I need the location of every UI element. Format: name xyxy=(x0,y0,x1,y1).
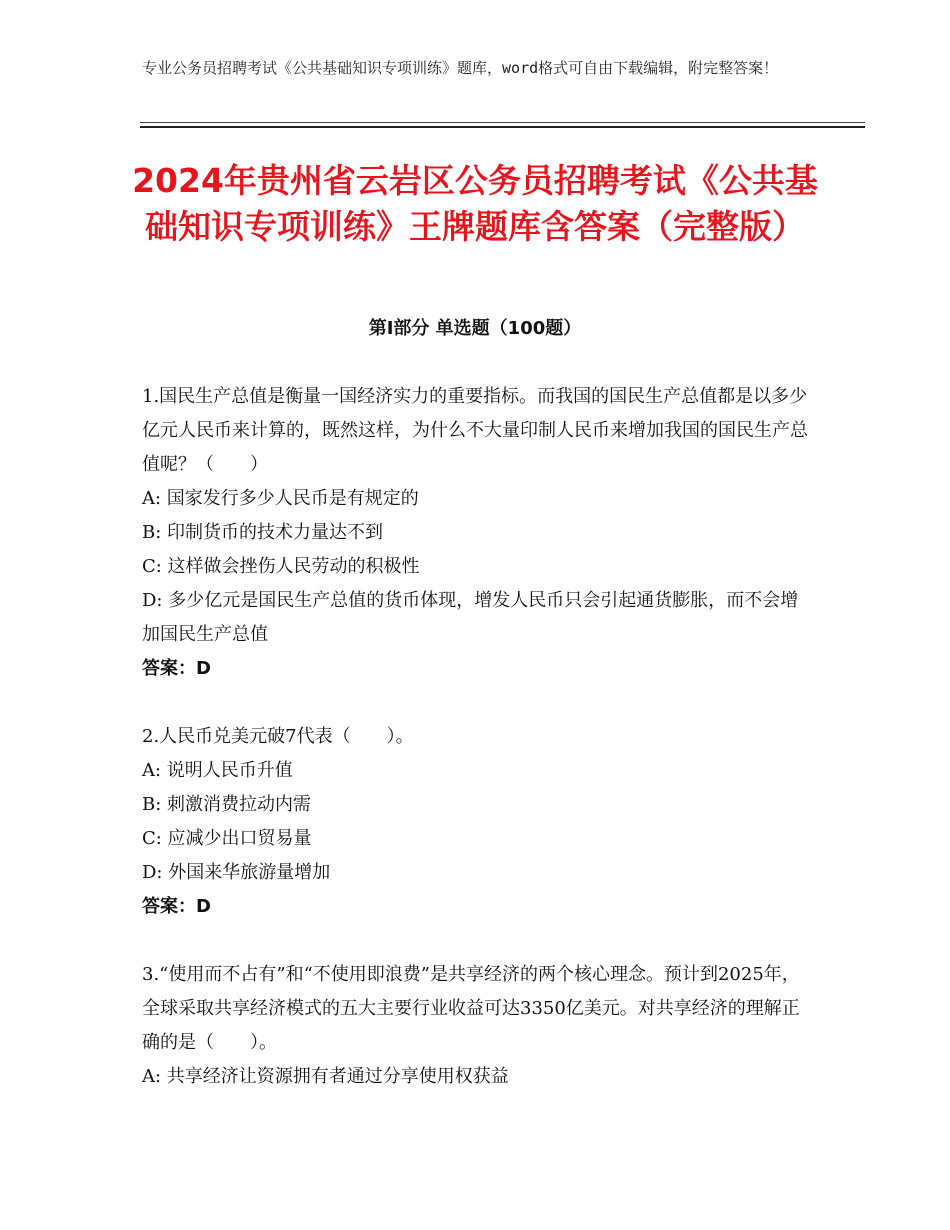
question-stem: 3.“使用而不占有”和“不使用即浪费”是共享经济的两个核心理念。预计到2025年，全球采取共享经济模式的五大主要行业收益可达3350亿美元。对共享经济的理解正确的是（ ）。 xyxy=(142,964,800,1053)
question-2 xyxy=(142,720,812,924)
header-divider-thin xyxy=(140,122,865,123)
section-heading: 第Ⅰ部分 单选题（100题） xyxy=(368,318,582,339)
header-divider-thick xyxy=(140,126,865,128)
option-b: B: 印制货币的技术力量达不到 xyxy=(142,522,384,543)
question-3 xyxy=(142,958,812,1094)
answer-label: 答案：D xyxy=(142,896,211,917)
option-a: A: 共享经济让资源拥有者通过分享使用权获益 xyxy=(142,1066,509,1087)
option-a: A: 国家发行多少人民币是有规定的 xyxy=(142,488,419,509)
option-d: D: 外国来华旅游量增加 xyxy=(142,862,331,883)
option-b: B: 刺激消费拉动内需 xyxy=(142,794,312,815)
document-header-note: 专业公务员招聘考试《公共基础知识专项训练》题库，word格式可自由下载编辑，附完整答案！ xyxy=(142,59,779,77)
question-stem: 1.国民生产总值是衡量一国经济实力的重要指标。而我国的国民生产总值都是以多少亿元人民币来计算的，既然这样，为什么不大量印制人民币来增加我国的国民生产总值呢？（ ） xyxy=(142,386,808,475)
question-1 xyxy=(142,380,812,686)
option-a: A: 说明人民币升值 xyxy=(142,760,293,781)
document-title: 2024年贵州省云岩区公务员招聘考试《公共基础知识专项训练》王牌题库含答案（完整版） xyxy=(132,161,818,246)
option-d: D: 多少亿元是国民生产总值的货币体现，增发人民币只会引起通货膨胀，而不会增加国民生产总值 xyxy=(142,590,799,645)
question-stem: 2.人民币兑美元破7代表（ ）。 xyxy=(142,726,414,747)
option-c: C: 应减少出口贸易量 xyxy=(142,828,312,849)
answer-label: 答案：D xyxy=(142,658,211,679)
option-c: C: 这样做会挫伤人民劳动的积极性 xyxy=(142,556,420,577)
